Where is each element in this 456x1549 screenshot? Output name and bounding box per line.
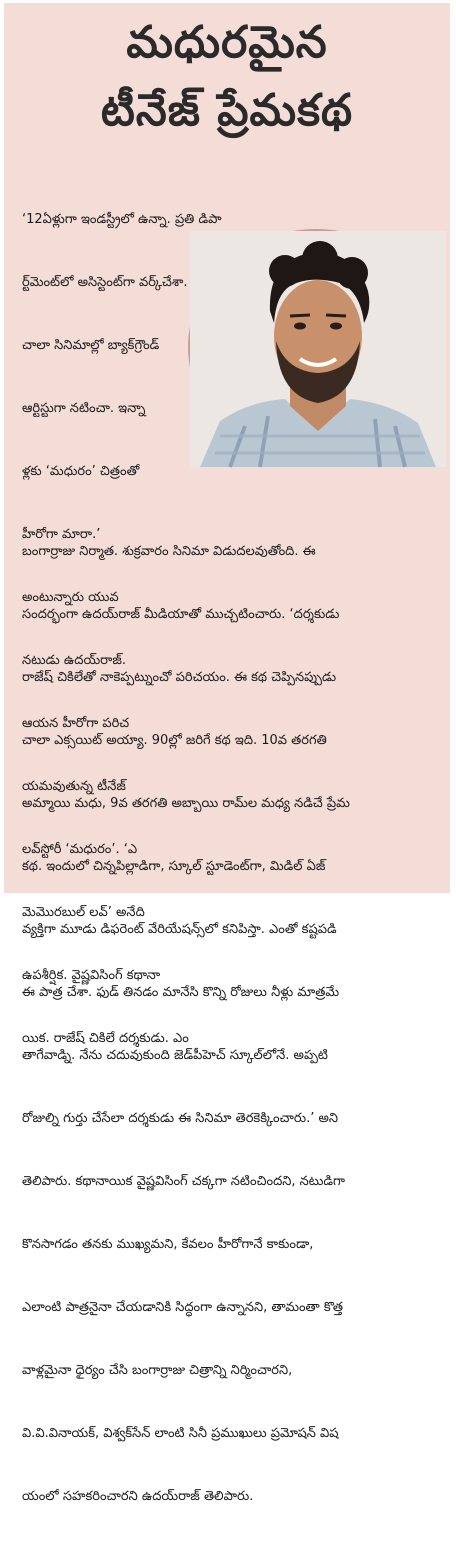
headline-line-1: మధురమైన (126, 17, 328, 68)
headline-line-2: టీనేజ్ ప్రేమకథ (100, 85, 354, 136)
newspaper-clipping (4, 3, 450, 1504)
article-line: అంటున్నారు యువ (22, 590, 119, 605)
article-line: నటుడు ఉదయ్‌రాజ్. (22, 653, 126, 668)
article-line: తెలిపారు. కథానాయిక వైష్ణవిసింగ్ చక్కగా నటించిందని, నటుడిగా (22, 1174, 345, 1189)
article-line: రాజేష్ చికిలేతో నాకెప్పట్నుంచో పరిచయం. ఈ కథ చెప్పినప్పుడు (22, 670, 337, 685)
article-line: వాళ్లమైనా ధైర్యం చేసి బంగార్రాజు చిత్రాన్ని నిర్మించారని, (22, 1363, 293, 1378)
article-full-column (22, 499, 440, 1549)
article-line: అమ్మాయి మధు, 9వ తరగతి అబ్బాయి రామ్‌ల మధ్య నడిచే ప్రేమ (22, 796, 350, 811)
article-line: హీరోగా మారా.’ (22, 527, 101, 542)
article-line: ఆర్టిస్టుగా నటించా. ఇన్నా (22, 401, 146, 416)
article-line: వ్యక్తిగా మూడు డిఫరెంట్ వేరియేషన్స్‌లో కనిపిస్తా. ఎంతో కష్టపడి (22, 922, 337, 937)
actor-photo (188, 229, 444, 465)
article-line: బంగార్రాజు నిర్మాత. శుక్రవారం సినిమా విడుదలవుతోంది. ఈ (22, 544, 316, 559)
article-line: యిక. రాజేష్ చికిలే దర్శకుడు. ఎం (22, 1031, 189, 1046)
article-line: వి.వి.వినాయక్, విశ్వక్‌సేన్ లాంటి సినీ ప్రముఖులు ప్రమోషన్ విష (22, 1426, 339, 1441)
article-line: ఈ పాత్ర చేశా. ఫుడ్ తినడం మానేసి కొన్ని రోజులు నీళ్లు మాత్రమే (22, 985, 340, 1000)
article-line: ఆయన హీరోగా పరిచ (22, 716, 130, 731)
article-line: ర్ట్‌మెంట్‌లో అసిస్టెంట్‌గా వర్క్‌చేశా. (22, 275, 188, 290)
article-line: కథ. ఇందులో చిన్నపిల్లాడిగా, స్కూల్ స్టూడెంట్‌గా, మిడిల్ ఏజ్ (22, 859, 326, 874)
article-line: చాలా ఎక్సయిట్ అయ్యా. 90ల్లో జరిగే కథ ఇది. 10వ తరగతి (22, 733, 327, 748)
article-line: రోజుల్ని గుర్తు చేసేలా దర్శకుడు ఈ సినిమా తెరకెక్కించారు.’ అని (22, 1111, 339, 1126)
article-line: ఎలాంటి పాత్రనైనా చేయడానికి సిద్ధంగా ఉన్నానని, తామంతా కొత్త (22, 1300, 344, 1315)
article-line: తాగేవాడ్ని. నేను చదువుకుంది జెడ్‌పీహెచ్ స్కూల్‌లోనే. అప్పటి (22, 1048, 328, 1063)
article-line: లవ్‌స్టోరీ ‘మధురం’. ‘ఎ (22, 842, 138, 857)
article-line: ళ్లకు ‘మధురం’ చిత్రంతో (22, 464, 140, 479)
article-line: ఉపశీర్షిక. వైష్ణవిసింగ్ కథానా (22, 968, 161, 983)
article-line: యంలో సహకరించారని ఉదయ్‌రాజ్ తెలిపారు. (22, 1489, 254, 1504)
article-line: సందర్భంగా ఉదయ్‌రాజ్ మీడియాతో ముచ్చటించారు. ‘దర్శకుడు (22, 607, 340, 622)
article-line: మెమొరబుల్ లవ్’ అనేది (22, 905, 145, 920)
article-line: చాలా సినిమాల్లో బ్యాక్‌గ్రౌండ్ (22, 338, 160, 353)
article-line: యమవుతున్న టీనేజ్ (22, 779, 126, 794)
actor-portrait-illustration (190, 231, 446, 467)
article-line: కొనసాగడం తనకు ముఖ్యమని, కేవలం హీరోగానే కాకుండా, (22, 1237, 314, 1252)
article-line: ‘12ఏళ్లుగా ఇండస్ట్రీలో ఉన్నా. ప్రతి డిపా (22, 212, 222, 227)
